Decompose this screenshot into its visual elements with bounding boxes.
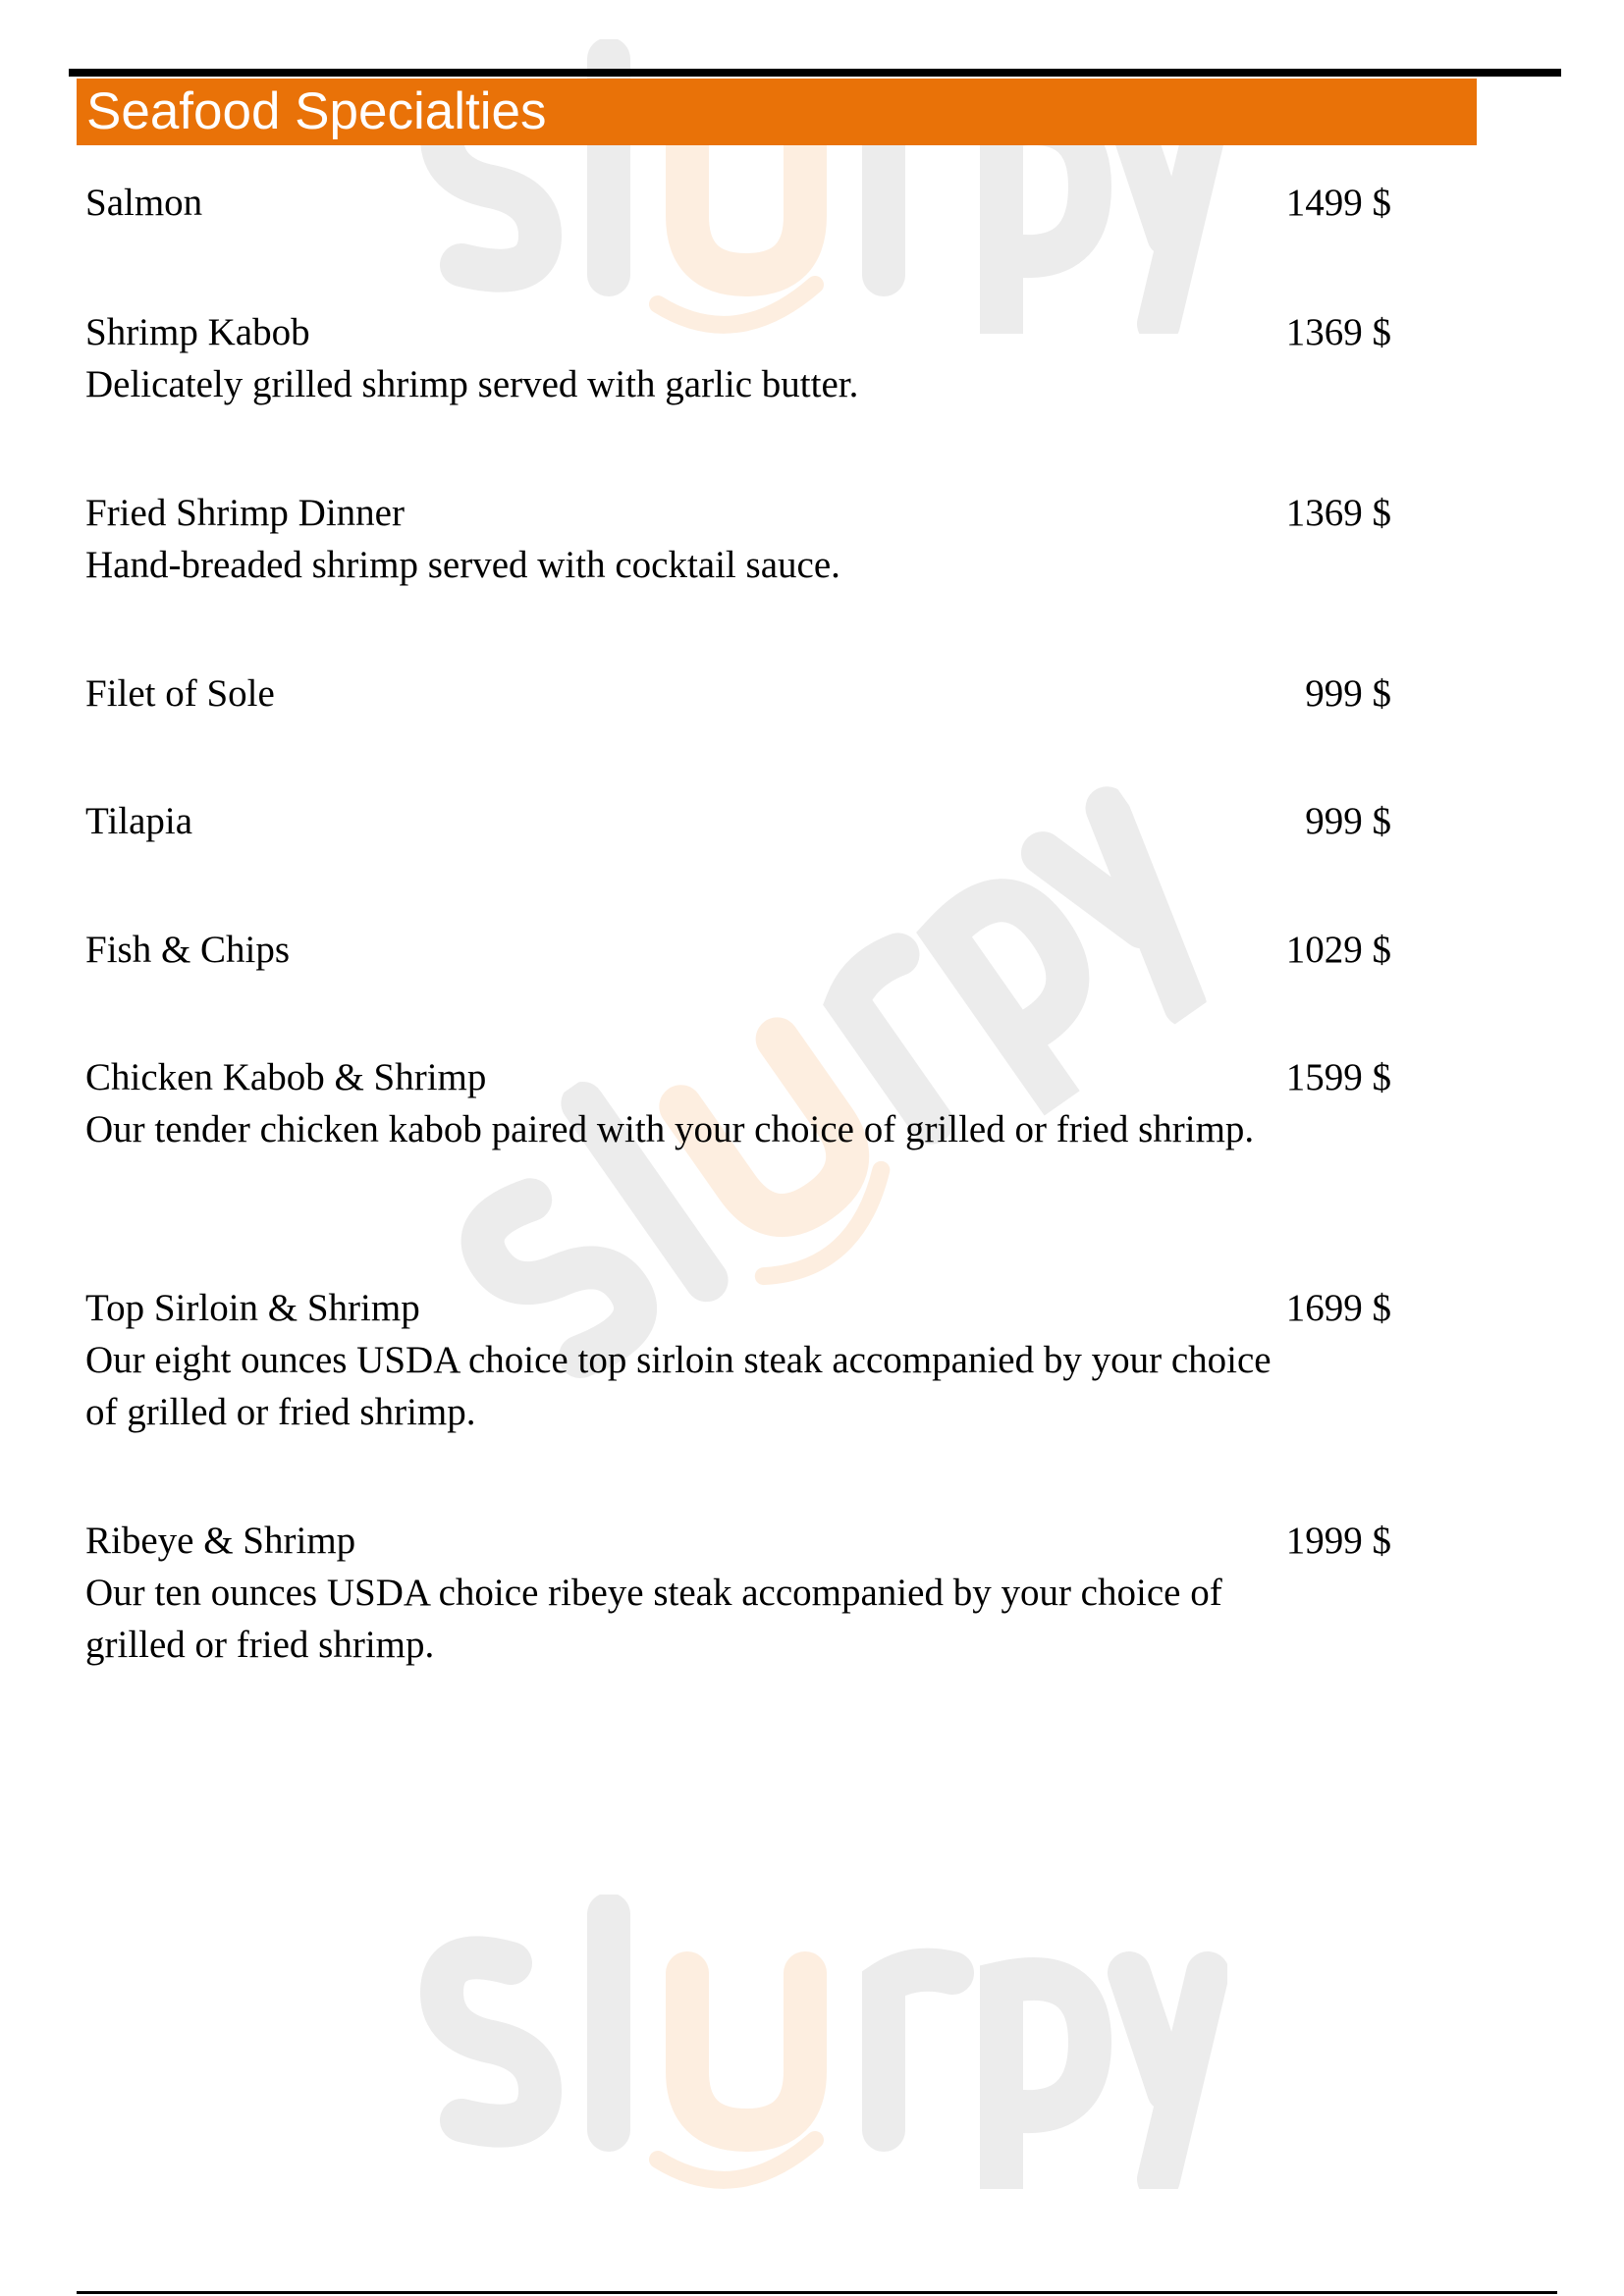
item-name: Fish & Chips: [85, 929, 291, 971]
item-price: 1029 $: [1285, 929, 1391, 971]
item-price: 1999 $: [1285, 1520, 1391, 1562]
bottom-rule: [77, 2291, 1557, 2294]
item-name: Filet of Sole: [85, 672, 275, 715]
menu-item: [85, 1515, 1391, 1671]
menu-item: [85, 306, 1391, 410]
item-name: Shrimp Kabob: [85, 311, 310, 353]
watermark-logo: [403, 1895, 1227, 2189]
item-price: 1369 $: [1285, 311, 1391, 353]
item-description: Our ten ounces USDA choice ribeye steak accompanied by your choice of grilled or fried shrimp.: [85, 1572, 1222, 1666]
menu-item: [85, 177, 1391, 229]
item-name: Chicken Kabob & Shrimp: [85, 1056, 487, 1098]
item-description: Our eight ounces USDA choice top sirloin steak accompanied by your choice of grilled or fried shrimp.: [85, 1339, 1272, 1433]
item-price: 1369 $: [1285, 492, 1391, 534]
item-name: Fried Shrimp Dinner: [85, 492, 405, 534]
item-description: Our tender chicken kabob paired with your choice of grilled or fried shrimp.: [85, 1108, 1255, 1150]
item-price: 999 $: [1305, 800, 1391, 842]
item-name: Top Sirloin & Shrimp: [85, 1287, 420, 1329]
menu-item: [85, 924, 1391, 976]
item-name: Ribeye & Shrimp: [85, 1520, 356, 1562]
item-price: 1699 $: [1285, 1287, 1391, 1329]
item-price: 999 $: [1305, 672, 1391, 715]
menu-item: [85, 1282, 1391, 1438]
item-price: 1499 $: [1285, 182, 1391, 224]
menu-item: [85, 487, 1391, 591]
top-rule: [69, 69, 1561, 77]
section-header: [77, 79, 1477, 145]
item-description: Hand-breaded shrimp served with cocktail sauce.: [85, 544, 840, 586]
item-description: Delicately grilled shrimp served with garlic butter.: [85, 363, 859, 405]
item-name: Tilapia: [85, 800, 193, 842]
item-name: Salmon: [85, 182, 203, 224]
menu-item: [85, 795, 1391, 847]
item-price: 1599 $: [1285, 1056, 1391, 1098]
menu-item: [85, 1051, 1391, 1155]
menu-item: [85, 667, 1391, 720]
section-title: Seafood Specialties: [86, 82, 547, 140]
